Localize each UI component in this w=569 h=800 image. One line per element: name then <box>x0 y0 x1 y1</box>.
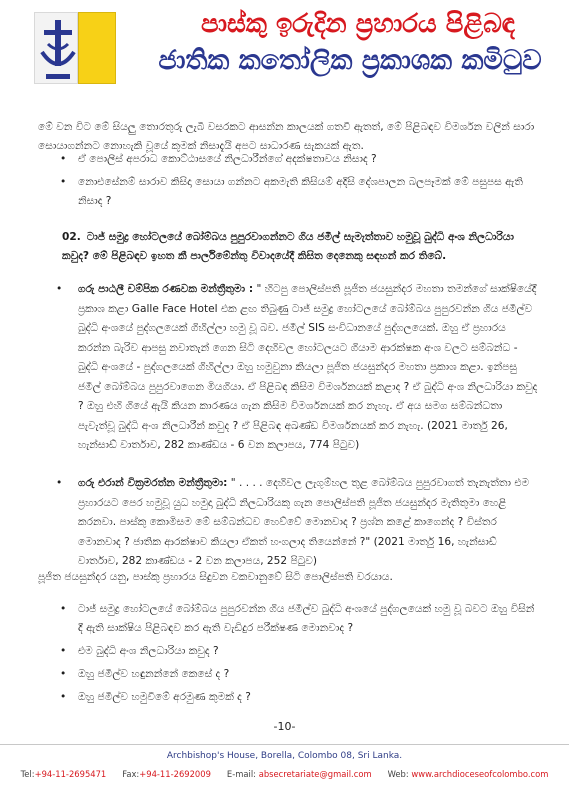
list-item: • ඔහු ජමීල්ව හමුවීමේ අරමුණ කුමක් ද ? <box>58 688 538 707</box>
intro-paragraph: මේ වන විට මේ සියලු තොරතුරු ලැබී වසරකට ආසන්න කාලයක් ගතවී ඇතත්, මේ පිළිබඳව විමර්ශන වලින් සාරා සොයාගන්නට නොහැකි වූයේ කුමක් නිසාදැයි අපට සාධාරණ සැකයක් ඇත. <box>38 121 535 152</box>
flag-yellow-panel <box>78 12 116 84</box>
question-number: 02. <box>62 231 81 243</box>
list-item: • එම බුද්ධි අංශ නිලධාරියා කවුද ? <box>58 642 538 661</box>
bullet-icon: • <box>60 603 67 615</box>
list-item: • නොඑසේනම් සාරාව කිසිදා සොයා ගන්නට අකමැති කිසියම් අදිසි දේශපාලන බලපෑමක් මේ පසුපස ඇති නිසාද ? <box>58 173 538 211</box>
speaker-quote-text: " හිටපු පොලිස්පති පූජිත ජයසුන්දර මහතා තමන්ගේ සාක්ෂියේදී ප්‍රකාශ කළා Galle Face Hotel එක ළඟ තිබුණු ටාජ් සමුද්‍ර හෝටලයේ බෝම්බය පුපුරවන්න ගිය ජමීල්ව බුද්ධි අංශයේ පුද්ගලයෙක් ගිහිල්ලා හමු වූ බව. ජමීල් SIS සංවිධානයේ පුද්ගලයෙක්. ඔහු ඒ ප්‍රහාරය කරන්න බැරිව ආපසු නවාතැන් ගෙන සිටි දෙහිවල හෝටලයට ගියාම ආරක්ෂක අංශ වලට සම්බන්ධ - බුද්ධි අංශයේ - පුද්ගලයෙක් ගිහිල්ලා ඔහු හමුවුනා කියලා පූජිත ජයසුන්දර මහතා ප්‍රකාශ කළා. ඉන්පසු ජමීල් බෝම්බය පුපුරවාගෙන මියගියා. ඒ පිළිබඳ කිසිම විමර්ශනයක් කළාද ? ඒ බුද්ධි අංශ නිලධාරියා කවුද ? ඔහු එහි ගියේ ඇයි කියන කාරණය ගැන කිසිම විමර්ශනයක් කර නැහැ. ඒ අය සමග සම්බන්ධතා පැවැත්වූ බුද්ධි අංශ නිලධාරීන් කවුද ? ඒ පිළිබඳ අඛණ්ඩ විමර්ශනයක් කර නැහැ. (2021 මාර්තු 26, හැන්සාඩ් වාර්තාව, 282 කාණ්ඩය - 6 වන කලාපය, 774 පිටුව) <box>78 283 538 451</box>
question-heading <box>62 228 538 266</box>
list-item: • ඒ පොලිස් අපරාධ කොට්ඨාසයේ නිලධාරීන්ගේ අදක්ෂතාවය නිසාද ? <box>58 150 538 169</box>
speaker-quote-text: " . . . . දෙහිවල ලැගුම්හල තුළ බෝම්බය පුපුරවාගත් තැනැත්තා එම ප්‍රහාරයට පෙර හමුවූ යුධ හමුදා බුද්ධි නිලධාරියකු ගැන පොලිස්පති පූජිත ජයසුන්දර මැතිතුමා හෙළි කරනවා. පාස්කු කොමිසම මේ සම්බන්ධව හෙව්වේ මොනවාද ? ප්‍රශ්න කළේ කාගෙන්ද ? විස්තර මොනවාද ? ජාතික ආරක්ෂාව කියලා ඒකත් හංගලාද තියෙන්නේ ?" (2021 මාර්තු 16, හැන්සාඩ් වාර්තාව, 282 කාණ්ඩය - 2 වන කලාපය, 252 පිටුව) <box>78 477 530 567</box>
pujith-paragraph: පූජිත ජයසුන්දර යනු, පාස්කු ප්‍රහාරය සිදුවන වකවානුවේ සිටි පොලිස්පති වරයාය. <box>38 571 393 583</box>
speaker-name: ගරු පාඨලී චම්පික රණවක මන්ත්‍රීතුමා : <box>78 283 254 295</box>
footer <box>0 744 569 779</box>
speaker-quote-1 <box>56 280 540 456</box>
header-title-line2: ජාතික කතෝලික ප්‍රකාශක කමිටුව <box>158 45 542 76</box>
catholic-emblem-logo <box>20 8 130 86</box>
bullet-icon: • <box>60 153 67 165</box>
question-text: ටාජ් සමුද්‍ර හෝටලයේ බෝම්බය පුපුරවාගන්නට ගිය ජමීල් සැමැත්තාව හමුවූ බුද්ධි අංශ නිලධාරියා කවුද? මේ පිළිබඳව ඉහත කී පාර්ලිමේන්තු විවාදයේදී කිසිත දෙනෙකු සඳහන් කර තිබේ. <box>62 231 514 262</box>
speaker-name: ගරු එරාන් වික්‍රමරත්න මන්ත්‍රීතුමා: <box>78 477 228 489</box>
list-item: • ඔහු ජමීල්ව හඳුනන්නේ කෙසේ ද ? <box>58 665 538 684</box>
bullet-list-1 <box>58 150 538 215</box>
footer-address: Archbishop's House, Borella, Colombo 08, Sri Lanka. <box>166 751 403 761</box>
footer-contacts <box>0 769 569 779</box>
bullet-icon: • <box>60 176 67 188</box>
bullet-icon: • <box>60 691 67 703</box>
bullet-list-2 <box>58 600 538 711</box>
footer-fax: Fax:+94-11-2692009 <box>122 769 211 779</box>
footer-tel: Tel:+94-11-2695471 <box>20 769 107 779</box>
list-item: • ටාජ් සමුද්‍ර හෝටලයේ බෝම්බය පුපුරවන්න ගිය ජමීල්ව බුද්ධි අංශයේ පුද්ගලයෙක් හමු වූ බවට ඔහු විසින් දී ඇති සාක්ෂිය පිළිබඳව කර ඇති වැඩිදුර පරීක්ෂණ මොනවාද ? <box>58 600 538 638</box>
cross-anchor-icon <box>36 18 80 82</box>
page-number: -10- <box>273 720 296 733</box>
bullet-icon: • <box>56 477 63 489</box>
header-title-line1: පාස්කු ඉරුදින ප්‍රහාරය පිළිබඳ <box>200 9 516 39</box>
footer-web[interactable]: Web: www.archdioceseofcolombo.com <box>387 769 549 779</box>
bullet-icon: • <box>56 283 63 295</box>
bullet-icon: • <box>60 668 67 680</box>
speaker-quote-2 <box>56 474 540 572</box>
bullet-icon: • <box>60 645 67 657</box>
footer-email[interactable]: E-mail: absecretariate@gmail.com <box>226 769 372 779</box>
